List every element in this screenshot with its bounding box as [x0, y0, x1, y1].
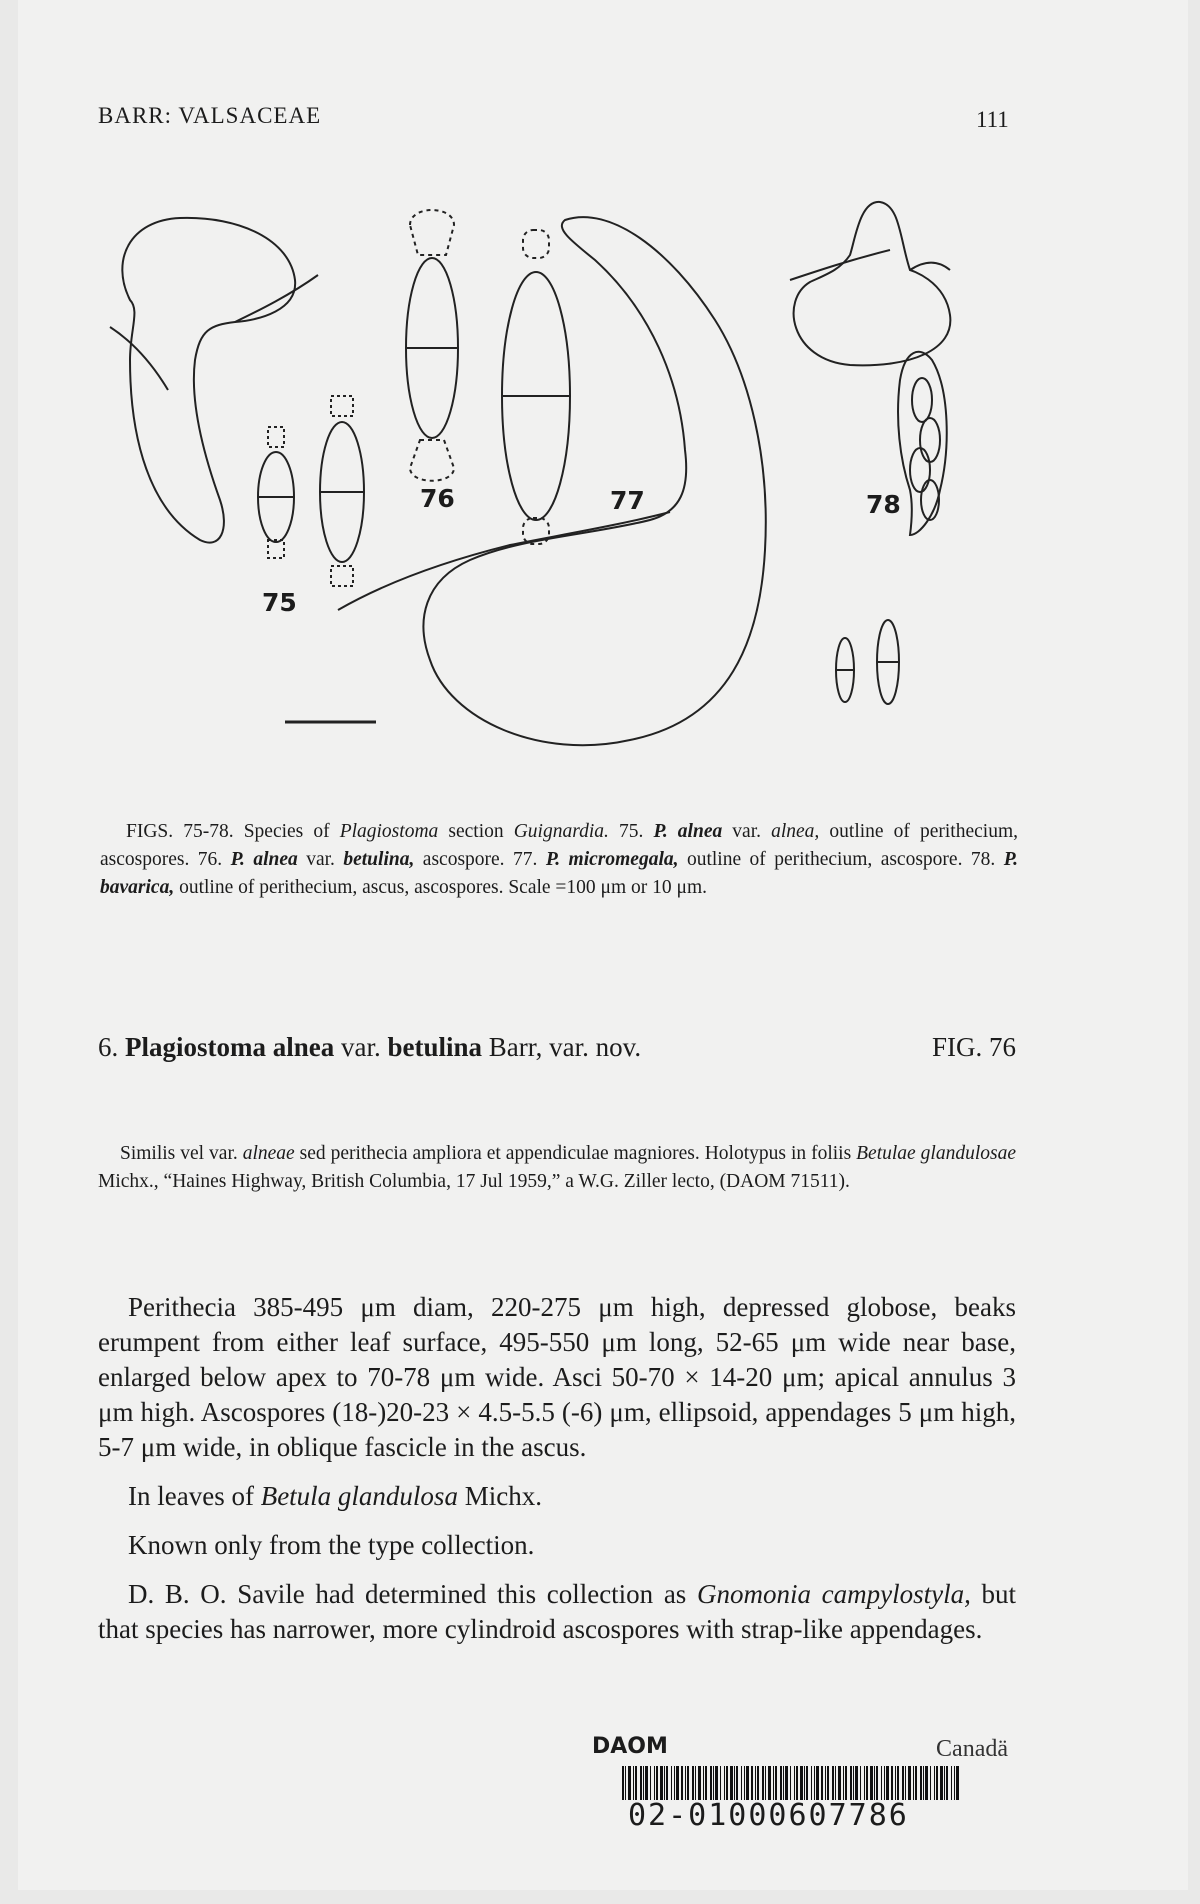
species-heading: 6. Plagiostoma alnea var. betulina Barr, var. nov. FIG. 76 [98, 1032, 1016, 1062]
fig75-perithecium-outline [122, 218, 295, 543]
barcode [622, 1766, 962, 1800]
figure-reference: FIG. 76 [931, 1032, 1016, 1062]
host-paragraph: In leaves of Betula glandulosa Michx. [128, 1481, 542, 1511]
page-number: 111 [976, 107, 1009, 132]
fig76-label: 76 [420, 484, 455, 513]
description-body [98, 1290, 1016, 1661]
note-paragraph: D. B. O. Savile had determined this collection as Gnomonia campylostyla, but that species has narrower, more cylindroid ascospores with strap-like appendages. [98, 1579, 1016, 1644]
fig78-label: 78 [866, 490, 901, 519]
description-paragraph: Perithecia 385-495 μm diam, 220-275 μm high, depressed globose, beaks erumpent from either leaf surface, 495-550 μm long, 52-65 μm wide near base, enlarged below apex to 70-78 μm wide. Asci 50-70 × 14-20 μm; apical annulus 3 μm high. Ascospores (18-)20-23 × 4.5-5.5 (-6) μm, ellipsoid, appendages 5 μm high, 5-7 μm wide, in oblique fascicle in the ascus. [98, 1292, 1016, 1462]
barcode-number: 02-01000607786 [628, 1798, 909, 1833]
fig78-perithecium-outline [794, 202, 951, 365]
fig77-label: 77 [610, 486, 645, 515]
distribution-paragraph: Known only from the type collection. [128, 1530, 535, 1560]
fig75-beak-line [110, 327, 168, 390]
canada-wordmark: Canadä [936, 1736, 1008, 1762]
fig75-label: 75 [262, 588, 297, 617]
fig77-perithecium-outline [423, 217, 765, 745]
daom-label: DAOM [592, 1734, 668, 1759]
running-head: BARR: VALSACEAE [98, 103, 322, 128]
latin-diagnosis: Similis vel var. alneae sed perithecia ampliora et appendiculae magniores. Holotypus in foliis Betulae glandulosae Michx., “Haines Highway, British Columbia, 17 Jul 1959,” a W.G. Ziller lecto, (DAOM 71511). [98, 1143, 1016, 1192]
figure-caption: FIGS. 75-78. Species of Plagiostoma section Guignardia. 75. P. alnea var. alnea, outline of perithecium, ascospores. 76. P. alnea var. betulina, ascospore. 77. P. micromegala, outline of perithecium, ascospore. 78. P. bavarica, outline of perithecium, ascus, ascospores. Scale =100 μm or 10 μm. [100, 821, 1018, 898]
figure-plate [90, 200, 1020, 770]
herbarium-label [588, 1730, 1008, 1833]
